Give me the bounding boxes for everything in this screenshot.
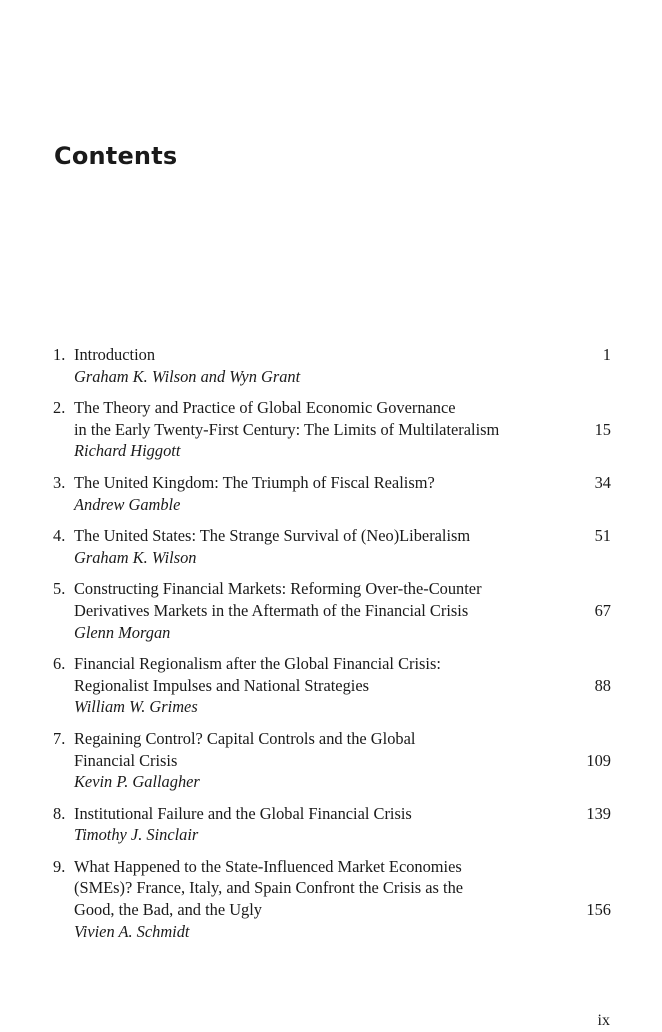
chapter-number: 8. (53, 803, 66, 823)
chapter-number: 9. (53, 856, 66, 876)
chapter-page: 139 (586, 803, 611, 823)
page-title: Contents (54, 142, 178, 170)
toc-entry[interactable] (53, 525, 611, 568)
chapter-author: Richard Higgott (74, 441, 181, 461)
chapter-author: Glenn Morgan (74, 622, 171, 642)
chapter-title: Introduction (74, 345, 156, 364)
toc-title-line (53, 578, 611, 600)
chapter-number: 7. (53, 728, 66, 748)
chapter-title: Financial Crisis (74, 750, 178, 770)
chapter-page: 109 (586, 750, 611, 770)
chapter-page: 15 (594, 419, 611, 439)
chapter-title: Constructing Financial Markets: Reforming Over-the-Counter (74, 579, 482, 599)
toc-title-line (53, 877, 611, 899)
chapter-page: 34 (594, 472, 611, 492)
chapter-author: Kevin P. Gallagher (74, 772, 200, 792)
chapter-author: Graham K. Wilson and Wyn Grant (74, 366, 301, 386)
toc-title-line (53, 803, 611, 825)
toc-entry[interactable] (53, 472, 611, 515)
chapter-number: 5. (53, 579, 66, 599)
chapter-page: 67 (594, 600, 611, 620)
toc-title-line (53, 728, 611, 750)
toc-title-line (53, 856, 611, 878)
toc-entry[interactable] (53, 344, 611, 387)
toc-title-line (53, 675, 611, 697)
chapter-page: 88 (594, 675, 611, 695)
toc-entry[interactable] (53, 803, 611, 846)
toc-list (53, 344, 611, 952)
chapter-page: 156 (586, 900, 611, 920)
chapter-author: Vivien A. Schmidt (74, 921, 190, 941)
toc-entry[interactable] (53, 653, 611, 718)
chapter-title: The United Kingdom: The Triumph of Fiscal Realism? (74, 472, 435, 492)
toc-title-line (53, 419, 611, 441)
toc-title-line (53, 525, 611, 547)
toc-title-line (53, 653, 611, 675)
toc-title-line (53, 600, 611, 622)
chapter-title: (SMEs)? France, Italy, and Spain Confront the Crisis as the (74, 878, 464, 898)
chapter-number: 6. (53, 654, 66, 674)
chapter-title: What Happened to the State-Influenced Market Economies (74, 856, 462, 876)
chapter-author: Timothy J. Sinclair (74, 825, 199, 845)
chapter-author: Graham K. Wilson (74, 547, 197, 567)
chapter-title: Institutional Failure and the Global Financial Crisis (74, 803, 412, 823)
toc-title-line (53, 344, 611, 366)
chapter-title: The United States: The Strange Survival of (Neo)Liberalism (74, 526, 471, 546)
chapter-author: Andrew Gamble (74, 494, 181, 514)
toc-entry[interactable] (53, 728, 611, 793)
toc-title-line (53, 899, 611, 921)
chapter-number: 4. (53, 526, 66, 546)
chapter-page: 51 (594, 526, 611, 546)
chapter-title: Financial Regionalism after the Global Financial Crisis: (74, 654, 441, 674)
chapter-title: Regionalist Impulses and National Strategies (74, 675, 369, 695)
chapter-title: in the Early Twenty-First Century: The Limits of Multilateralism (74, 419, 500, 439)
toc-entry[interactable] (53, 856, 611, 942)
toc-entry[interactable] (53, 578, 611, 643)
toc-entry[interactable] (53, 397, 611, 462)
chapter-title: Regaining Control? Capital Controls and the Global (74, 728, 416, 748)
toc-title-line (53, 750, 611, 772)
chapter-author: William W. Grimes (74, 697, 198, 717)
chapter-title: The Theory and Practice of Global Economic Governance (74, 398, 456, 418)
toc-title-line (53, 397, 611, 419)
chapter-number: 1. (53, 345, 66, 364)
chapter-number: 2. (53, 398, 66, 418)
chapter-title: Good, the Bad, and the Ugly (74, 900, 263, 920)
chapter-page: 1 (602, 345, 611, 364)
chapter-number: 3. (53, 472, 66, 492)
page-number: ix (597, 1012, 610, 1029)
toc-title-line (53, 472, 611, 494)
chapter-title: Derivatives Markets in the Aftermath of the Financial Crisis (74, 600, 469, 620)
